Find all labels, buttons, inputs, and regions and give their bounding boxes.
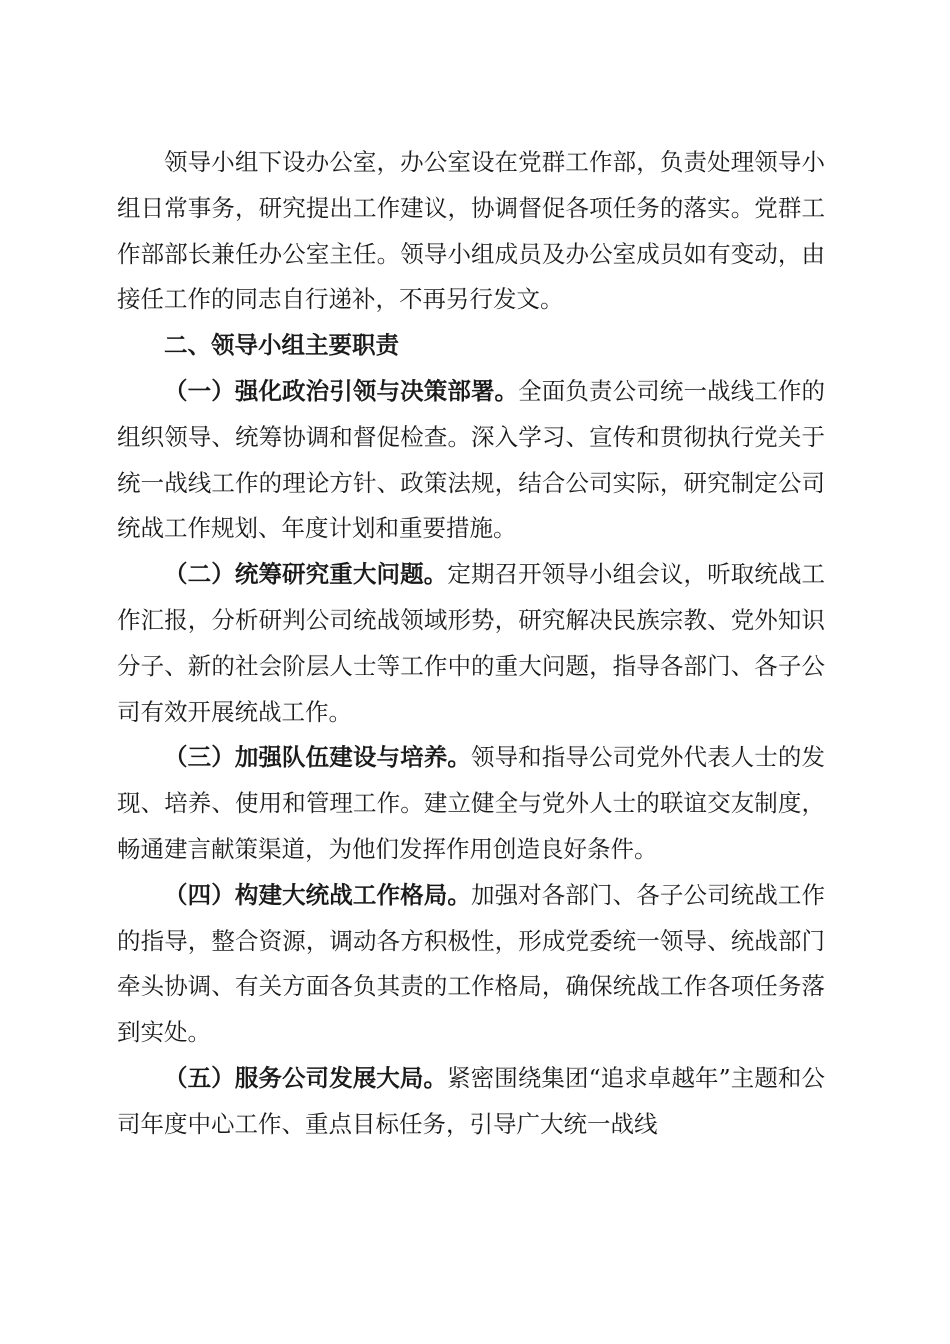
- duty-text-1: 全面负责公司统一战线工作的组织领导、统筹协调和督促检查。深入学习、宣传和贯彻执行党关于统一战线工作的理论方针、政策法规，结合公司实际，研究制定公司统战工作规划、年度计划和重要措施。: [117, 376, 826, 543]
- duty-text-3: 领导和指导公司党外代表人士的发现、培养、使用和管理工作。建立健全与党外人士的联谊交友制度，畅通建言献策渠道，为他们发挥作用创造良好条件。: [117, 743, 826, 863]
- duty-title-2: （二）统筹研究重大问题。: [164, 560, 448, 589]
- section-heading: 二、领导小组主要职责: [164, 331, 399, 360]
- duty-title-1: （一）强化政治引领与决策部署。: [164, 376, 519, 405]
- duty-paragraph-5: [117, 1056, 825, 1148]
- duty-title-5: （五）服务公司发展大局。: [164, 1063, 448, 1092]
- document-body: [117, 140, 825, 1148]
- duty-paragraph-4: [117, 873, 825, 1056]
- duty-text-5: 紧密围绕集团“追求卓越年”主题和公司年度中心工作、重点目标任务，引导广大统一战线: [117, 1063, 826, 1138]
- duty-title-3: （三）加强队伍建设与培养。: [164, 743, 471, 772]
- duty-paragraph-2: [117, 552, 825, 735]
- duty-title-4: （四）构建大统战工作格局。: [164, 880, 471, 909]
- office-paragraph-text: 领导小组下设办公室，办公室设在党群工作部，负责处理领导小组日常事务，研究提出工作建议，协调督促各项任务的落实。党群工作部部长兼任办公室主任。领导小组成员及办公室成员如有变动，由接任工作的同志自行递补，不再另行发文。: [117, 148, 825, 314]
- office-paragraph: [117, 140, 825, 323]
- duty-paragraph-1: [117, 369, 825, 552]
- duty-text-2: 定期召开领导小组会议，听取统战工作汇报，分析研判公司统战领域形势，研究解决民族宗教、党外知识分子、新的社会阶层人士等工作中的重大问题，指导各部门、各子公司有效开展统战工作。: [117, 560, 826, 726]
- duty-text-4: 加强对各部门、各子公司统战工作的指导，整合资源，调动各方积极性，形成党委统一领导、统战部门牵头协调、有关方面各负其责的工作格局，确保统战工作各项任务落到实处。: [117, 880, 826, 1047]
- duty-paragraph-3: [117, 735, 825, 872]
